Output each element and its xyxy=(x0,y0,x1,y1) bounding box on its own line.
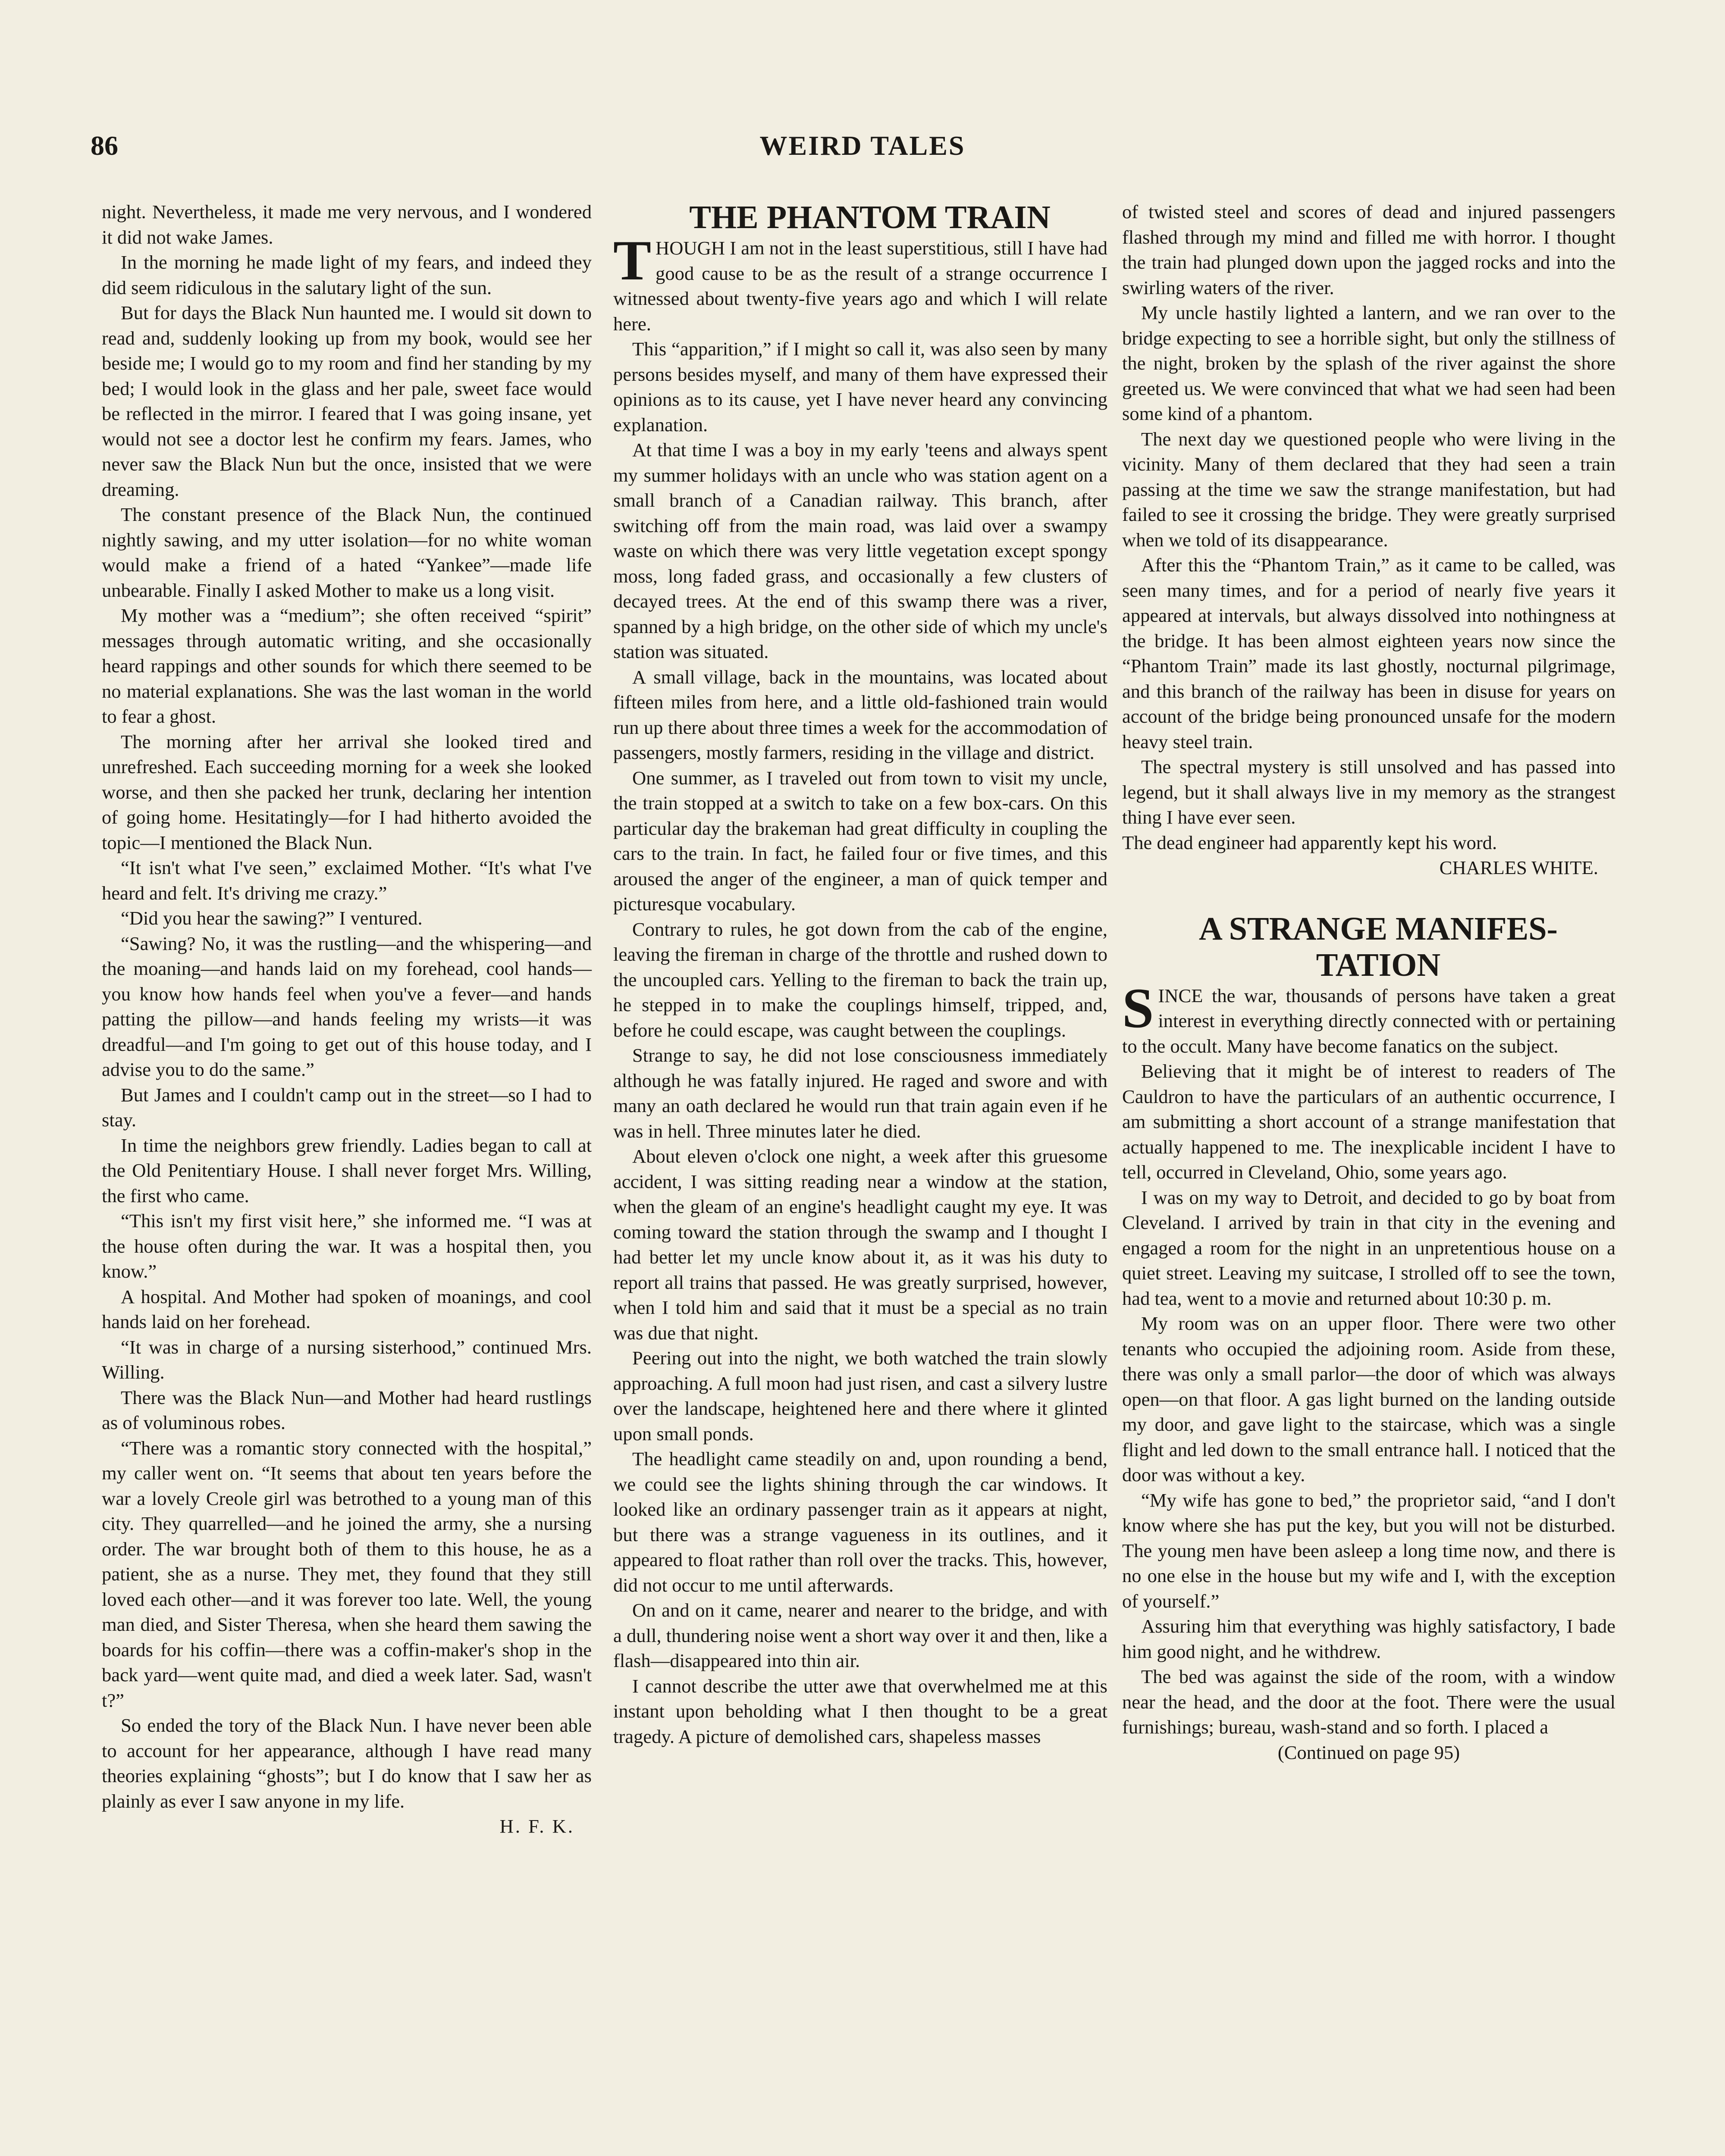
closing-text: The dead engineer had apparently kept his word. xyxy=(1122,831,1497,853)
paragraph: This “apparition,” if I might so call it, was also seen by many persons besides myself, and many of them have expressed their opinions as to its cause, yet I have never heard any convincing explanation. xyxy=(613,338,1107,436)
paragraph: “It was in charge of a nursing sisterhood,” continued Mrs. Willing. xyxy=(102,1336,592,1383)
paragraph: of twisted steel and scores of dead and injured passengers flashed through my mind and filled me with horror. I thought the train had plunged down upon the jagged rocks and into the swirling waters of the river. xyxy=(1122,201,1615,298)
paragraph: A hospital. And Mother had spoken of moanings, and cool hands laid on her forehead. xyxy=(102,1285,592,1332)
continued-note: (Continued on page 95) xyxy=(1277,1741,1460,1763)
paragraph: “It isn't what I've seen,” exclaimed Mother. “It's what I've heard and felt. It's driving me crazy.” xyxy=(102,857,592,904)
paragraph: There was the Black Nun—and Mother had heard rustlings as of voluminous robes. xyxy=(102,1386,592,1433)
paragraph: “Did you hear the sawing?” I ventured. xyxy=(121,907,423,929)
drop-cap: S xyxy=(1122,976,1154,1040)
author-signature: H. F. K. xyxy=(499,1815,574,1837)
paragraph: My mother was a “medium”; she often received “spirit” messages through automatic writing, and she occasionally heard rappings and other sounds for which there seemed to be no material explanations. She was the last woman in the world to fear a ghost. xyxy=(102,605,592,727)
right-column xyxy=(1122,199,1615,1765)
paragraph: One summer, as I traveled out from town to visit my uncle, the train stopped at a switch to take on a few box-cars. On this particular day the brakeman had great difficulty in coupling the cars to the train. In fact, he failed four or five times, and this aroused the anger of the engineer, a man of quick temper and picturesque vocabulary. xyxy=(613,767,1107,915)
paragraph: So ended the tory of the Black Nun. I have never been able to account for her appearance, although I have read many theories explaining “ghosts”; but I do know that I saw her as plainly as ever I saw anyone in my life. xyxy=(102,1714,592,1812)
closing-line xyxy=(1122,830,1615,881)
paragraph: But for days the Black Nun haunted me. I would sit down to read and, suddenly looking up from my book, would see her beside me; I would go to my room and find her standing by my bed; I would look in the glass and her pale, sweet face would be reflected in the mirror. I feared that I was going insane, yet would not see a doctor lest he confirm my fears. James, who never saw the Black Nun but the once, insisted that we were dreaming. xyxy=(102,302,592,500)
paragraph: “There was a romantic story connected with the hospital,” my caller went on. “It seems that about ten years before the war a lovely Creole girl was betrothed to a young man of this city. They quarrelled—and he joined the army, she a nursing order. The war brought both of them to this house, he as a patient, she as a nurse. They met, they found that they still loved each other—and it was forever too late. Well, the young man died, and Sister Theresa, when she heard them sawing the boards for his coffin—there was a coffin-maker's shop in the back yard—went quite mad, and died a week later. Sad, wasn't t?” xyxy=(102,1437,592,1711)
paragraph: In the morning he made light of my fears, and indeed they did seem ridiculous in the salutary light of the sun. xyxy=(102,251,592,298)
paragraph: The spectral mystery is still unsolved and has passed into legend, but it shall always live in my memory as the strangest thing I have ever seen. xyxy=(1122,756,1615,828)
magazine-title: WEIRD TALES xyxy=(759,130,966,161)
page-number: 86 xyxy=(91,130,118,161)
paragraph: The headlight came steadily on and, upon rounding a bend, we could see the lights shining through the car windows. It looked like an ordinary passenger train as it appears at night, but there was a strange vagueness in its outlines, and it appeared to float rather than roll over the tracks. This, however, did not occur to me until afterwards. xyxy=(613,1448,1107,1596)
paragraph: My room was on an upper floor. There were two other tenants who occupied the adjoining room. Aside from these, there was only a small parlor—the door of which was always open—on that floor. A gas light burned on the landing outside my door, and gave light to the staircase, which was a single flight and led down to the small entrance hall. I noticed that the door was without a key. xyxy=(1122,1313,1615,1485)
paragraph: About eleven o'clock one night, a week after this gruesome accident, I was sitting reading near a window at the station, when the gleam of an engine's headlight caught my eye. It was coming toward the station through the swamp and I thought I had better let my uncle know about it, as it was his duty to report all trains that passed. He was greatly surprised, however, when I told him and said that it must be a special as no train was due that night. xyxy=(613,1145,1107,1344)
paragraph: I cannot describe the utter awe that overwhelmed me at this instant upon beholding what I then thought to be a great tragedy. A picture of demolished cars, shapeless masses xyxy=(613,1675,1107,1747)
paragraph: The constant presence of the Black Nun, the continued nightly sawing, and my utter isolation—for no white woman would make a friend of a hated “Yankee”—made life unbearable. Finally I asked Mother to make us a long visit. xyxy=(102,504,592,601)
paragraph: In time the neighbors grew friendly. Ladies began to call at the Old Penitentiary House. I shall never forget Mrs. Willing, the first who came. xyxy=(102,1134,592,1206)
paragraph: “This isn't my first visit here,” she informed me. “I was at the house often during the war. It was a hospital then, you know.” xyxy=(102,1210,592,1282)
story-title-line-2: TATION xyxy=(1316,946,1441,983)
paragraph: The bed was against the side of the room, with a window near the head, and the door at the foot. There were the usual furnishings; bureau, wash-stand and so forth. I placed a xyxy=(1122,1666,1615,1738)
paragraph: Contrary to rules, he got down from the cab of the engine, leaving the fireman in charge of the throttle and rushed down to the uncoupled cars. Yelling to the fireman to back the train up, he stepped in to make the couplings himself, tripped, and, before he could escape, was caught between the couplings. xyxy=(613,918,1107,1041)
paragraph: But James and I couldn't camp out in the street—so I had to stay. xyxy=(102,1084,592,1131)
paragraph: night. Nevertheless, it made me very nervous, and I wondered it did not wake James. xyxy=(102,201,592,248)
story-title-line-1: A STRANGE MANIFES- xyxy=(1199,910,1558,947)
first-paragraph-text: HOUGH I am not in the least superstitious, still I have had good cause to be as the result of a strange occurrence I witnessed about twenty-five years ago and which I will relate here. xyxy=(613,237,1107,335)
paragraph: A small village, back in the mountains, was located about fifteen miles from here, and a little old-fashioned train would run up there about three times a week for the accommodation of passengers, mostly farmers, residing in the village and district. xyxy=(613,666,1107,763)
first-paragraph-text: INCE the war, thousands of persons have taken a great interest in everything directly connected with or pertaining to the occult. Many have become fanatics on the subject. xyxy=(1122,984,1615,1057)
first-paragraph xyxy=(1122,976,1615,1059)
author-signature: CHARLES WHITE. xyxy=(1439,857,1598,878)
paragraph: I was on my way to Detroit, and decided to go by boat from Cleveland. I arrived by train in that city in the evening and engaged a room for the night in an unpretentious house on a quiet street. Leaving my suitcase, I strolled off to see the town, had tea, went to a movie and returned about 10:30 p. m. xyxy=(1122,1186,1615,1309)
paragraph: Assuring him that everything was highly satisfactory, I bade him good night, and he withdrew. xyxy=(1122,1615,1615,1662)
paragraph: Believing that it might be of interest to readers of The Cauldron to have the particulars of an authentic occurrence, I am submitting a short account of a strange manifestation that actually happened to me. The inexplicable incident I have to tell, occurred in Cleveland, Ohio, some years ago. xyxy=(1122,1060,1615,1183)
story-title: THE PHANTOM TRAIN xyxy=(689,199,1051,235)
left-column xyxy=(102,199,592,1839)
paragraph: On and on it came, nearer and nearer to the bridge, and with a dull, thundering noise went a short way over it and then, like a flash—disappeared into thin air. xyxy=(613,1599,1107,1671)
paragraph: Strange to say, he did not lose consciousness immediately although he was fatally injured. He raged and swore and with many an oath declared he would run that train again even if he was in hell. Three minutes later he died. xyxy=(613,1044,1107,1142)
paragraph: After this the “Phantom Train,” as it came to be called, was seen many times, and for a period of nearly five years it appeared at intervals, but always dissolved into nothingness at the bridge. It has been almost eighteen years now since the “Phantom Train” made its last ghostly, nocturnal pilgrimage, and this branch of the railway has been in disuse for years on account of the bridge being pronounced unsafe for the modern heavy steel train. xyxy=(1122,554,1615,752)
paragraph: “Sawing? No, it was the rustling—and the whispering—and the moaning—and hands laid on my forehead, cool hands—you know how hands feel when you've a fever—and hands patting the pillow—and hands feeling my wrists—it was dreadful—and I'm going to get out of this house today, and I advise you to do the same.” xyxy=(102,932,592,1080)
paragraph: The next day we questioned people who were living in the vicinity. Many of them declared that they had seen a train passing at the time we saw the strange manifestation, but had failed to see it crossing the bridge. They were greatly surprised when we told of its disappearance. xyxy=(1122,428,1615,551)
paragraph: My uncle hastily lighted a lantern, and we ran over to the bridge expecting to see a horrible sight, but only the stillness of the night, broken by the splash of the river against the shore greeted us. We were convinced that what we had seen had been some kind of a phantom. xyxy=(1122,302,1615,424)
first-paragraph xyxy=(613,229,1107,336)
paragraph: “My wife has gone to bed,” the proprietor said, “and I don't know where she has put the key, but you will not be disturbed. The young men have been asleep a long time now, and there is no one else in the house but my wife and I, with the exception of yourself.” xyxy=(1122,1489,1615,1612)
paragraph: At that time I was a boy in my early 'teens and always spent my summer holidays with an uncle who was station agent on a small branch of a Canadian railway. This branch, after switching off from the main road, was laid over a swampy waste on which there was very little vegetation except spongy moss, long faded grass, and occasionally a few clusters of decayed trees. At the end of this swamp there was a river, spanned by a high bridge, on the other side of which my uncle's station was situated. xyxy=(613,439,1107,662)
paragraph: The morning after her arrival she looked tired and unrefreshed. Each succeeding morning for a week she looked worse, and then she packed her trunk, declaring her intention of going home. Hesitatingly—for I had hitherto avoided the topic—I mentioned the Black Nun. xyxy=(102,730,592,853)
paragraph: Peering out into the night, we both watched the train slowly approaching. A full moon had just risen, and cast a silvery lustre over the landscape, heightened here and there where it glinted upon small ponds. xyxy=(613,1347,1107,1445)
drop-cap: T xyxy=(613,229,652,292)
middle-column xyxy=(613,199,1107,1749)
